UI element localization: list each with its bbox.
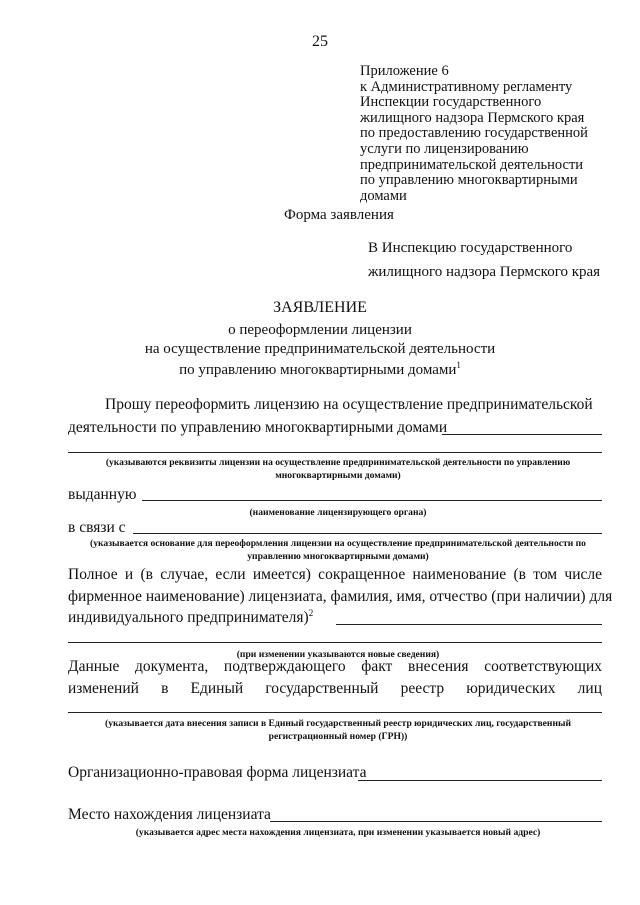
request-line-1: Прошу переоформить лицензию на осуществление предпринимательской <box>105 396 593 413</box>
appendix-line: по управлению многоквартирными <box>360 172 578 189</box>
name-field-line-2[interactable] <box>68 642 602 643</box>
name-block-line-3 <box>68 608 313 627</box>
addressee <box>368 236 600 284</box>
appendix-line: домами <box>360 187 407 204</box>
location-label: Место нахождения лицензиата <box>68 806 271 823</box>
name-block-text: индивидуального предпринимателя) <box>68 609 309 627</box>
location-field-line[interactable] <box>270 821 602 822</box>
appendix-header <box>360 64 588 204</box>
name-field-line[interactable] <box>336 624 602 625</box>
document-subtitle-line: о переоформлении лицензии <box>228 322 412 338</box>
addressee-line: жилищного надзора Пермского края <box>368 264 601 280</box>
page-number: 25 <box>312 33 328 50</box>
registry-field-line[interactable] <box>68 712 602 713</box>
name-block-line-1: Полное и (в случае, если имеется) сокращенное наименование (в том числе <box>68 566 602 583</box>
document-subtitle-line: на осуществление предпринимательской деятельности <box>144 341 496 357</box>
addressee-line: В Инспекцию государственного <box>368 240 573 256</box>
document-subtitle-line <box>0 360 640 379</box>
registry-line-1: Данные документа, подтверждающего факт внесения соответствующих <box>68 658 602 675</box>
registry-note: (указывается дата внесения записи в Единый государственный реестр юридических лиц, государственный регистрационный номер (ГРН)) <box>105 718 571 742</box>
document-subtitle-text: по управлению многоквартирными домами <box>179 362 457 378</box>
footnote-mark: 2 <box>308 608 314 618</box>
location-note: (указывается адрес места нахождения лицензиата, при изменении указывается новый адрес) <box>135 827 541 838</box>
appendix-line: Приложение 6 <box>360 63 449 79</box>
appendix-line: по предоставлению государственной <box>360 125 588 142</box>
reason-note: (указывается основание для переоформления лицензии на осуществление предпринимательской деятельности по управлению многоквартирными домами) <box>90 538 586 562</box>
registry-line-2: изменений в Единый государственный реестр юридических лиц <box>68 680 602 697</box>
appendix-line: к Административному регламенту <box>360 78 573 95</box>
license-field-line[interactable] <box>442 434 602 435</box>
appendix-line: предпринимательской деятельности <box>360 156 584 173</box>
form-title: Форма заявления <box>284 207 394 223</box>
reason-label: в связи с <box>68 519 126 536</box>
reason-field-line[interactable] <box>133 533 602 534</box>
legal-form-field-line[interactable] <box>358 780 602 781</box>
issued-note: (наименование лицензирующего органа) <box>249 507 427 518</box>
document-title: ЗАЯВЛЕНИЕ <box>273 299 367 316</box>
legal-form-label: Организационно-правовая форма лицензиата <box>68 764 367 781</box>
footnote-mark: 1 <box>456 360 461 370</box>
request-line-2: деятельности по управлению многоквартирными домами <box>68 419 448 436</box>
name-block-note: (при изменении указываются новые сведения) <box>236 649 440 660</box>
license-details-note: (указываются реквизиты лицензии на осуществление предпринимательской деятельности по управлению многоквартирными домами) <box>105 457 571 481</box>
appendix-line: Инспекции государственного <box>360 94 542 111</box>
name-block-line-2: фирменное наименование) лицензиата, фамилия, имя, отчество (при наличии) для <box>68 588 613 605</box>
appendix-line: жилищного надзора Пермского края <box>360 109 585 126</box>
license-details-line[interactable] <box>68 452 602 453</box>
issued-field-line[interactable] <box>142 500 602 501</box>
issued-label: выданную <box>68 486 137 503</box>
appendix-line: услуги по лицензированию <box>360 140 529 157</box>
